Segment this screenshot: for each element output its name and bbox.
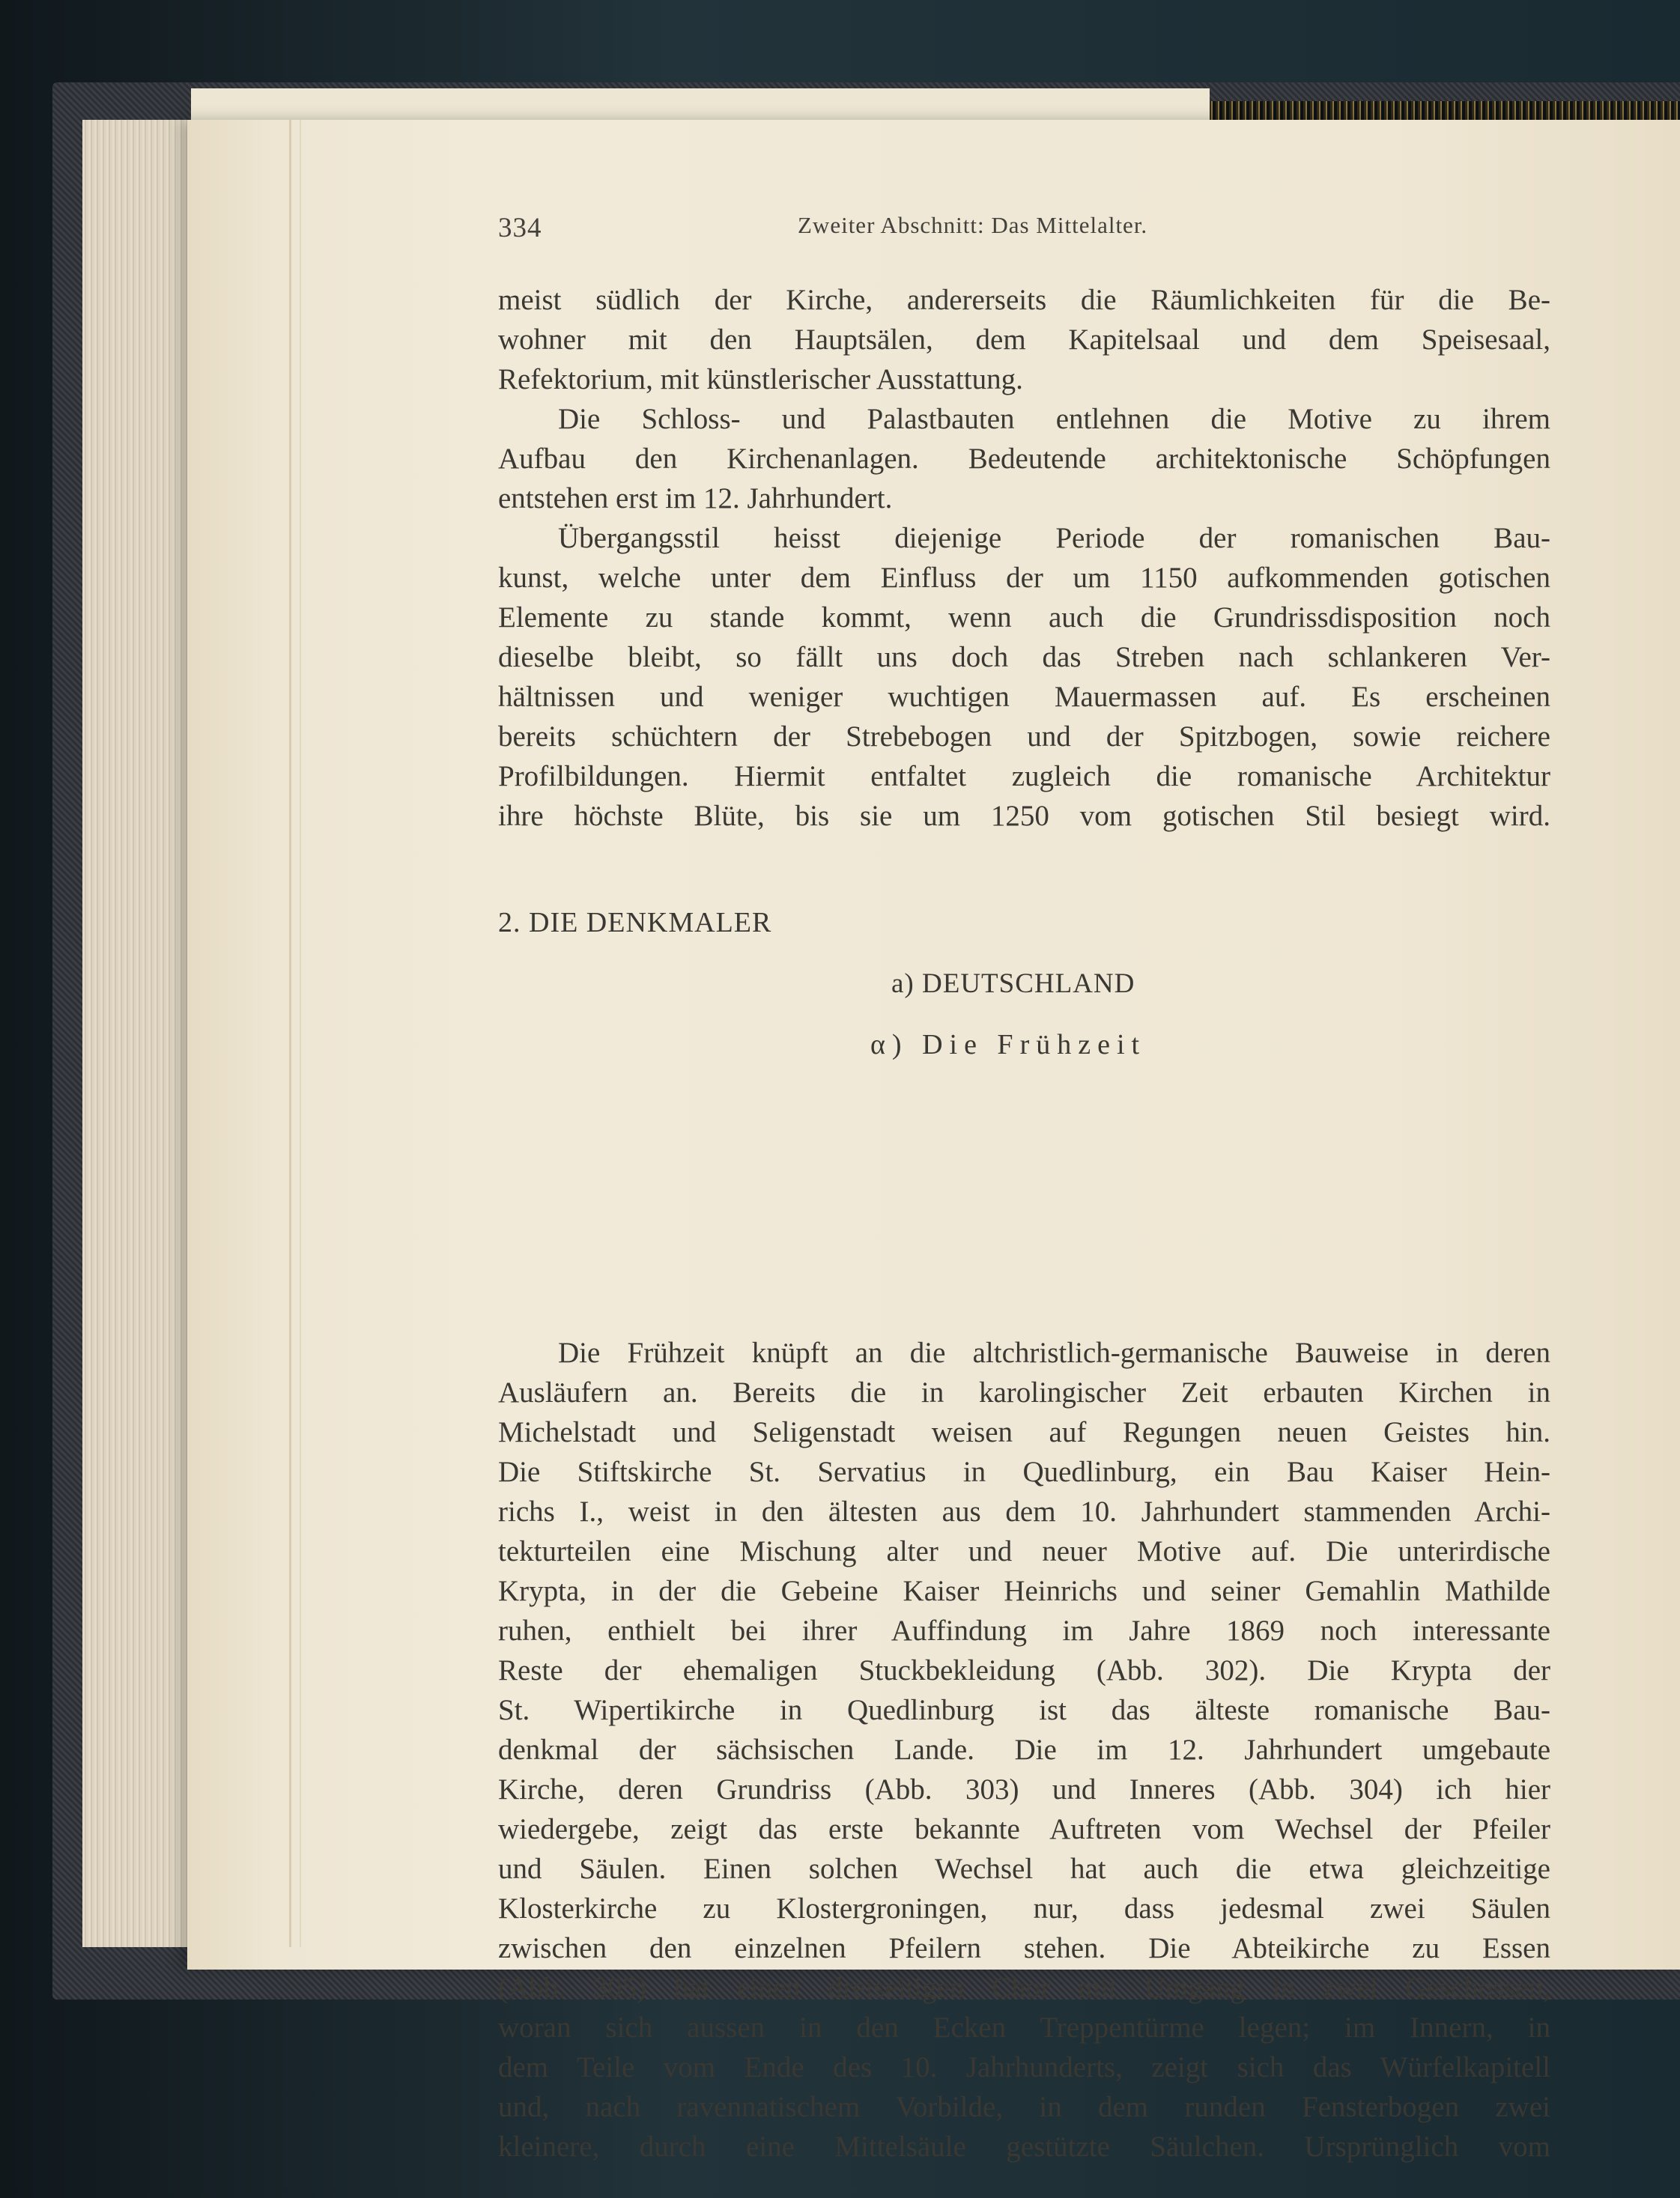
text-line: dieselbe bleibt, so fällt uns doch das Streben nach schlankeren Ver- bbox=[498, 641, 1550, 673]
text-line: ruhen, enthielt bei ihrer Auffindung im Jahre 1869 noch interessante bbox=[498, 1615, 1550, 1647]
text-line: ihre höchste Blüte, bis sie um 1250 vom gotischen Stil besiegt wird. bbox=[498, 800, 1550, 832]
subsubsection-heading: α) Die Frühzeit bbox=[870, 1029, 1147, 1060]
text-line: St. Wipertikirche in Quedlinburg ist das älteste romanische Bau- bbox=[498, 1694, 1550, 1726]
text-line: Die Frühzeit knüpft an die altchristlich-germanische Bauweise in deren bbox=[558, 1337, 1550, 1369]
text-line: Die Schloss- und Palastbauten entlehnen die Motive zu ihrem bbox=[558, 403, 1550, 435]
text-line: meist südlich der Kirche, andererseits die Räumlichkeiten für die Be- bbox=[498, 284, 1550, 316]
text-line: entstehen erst im 12. Jahrhundert. bbox=[498, 482, 893, 514]
text-line: richs I., weist in den ältesten aus dem 10. Jahrhundert stammenden Archi- bbox=[498, 1496, 1550, 1528]
text-line: Kirche, deren Grundriss (Abb. 303) und Inneres (Abb. 304) ich hier bbox=[498, 1773, 1550, 1806]
text-line: kunst, welche unter dem Einfluss der um 1150 aufkommenden gotischen bbox=[498, 562, 1550, 594]
text-line: Klosterkirche zu Klostergroningen, nur, dass jedesmal zwei Säulen bbox=[498, 1892, 1550, 1925]
text-line: zwischen den einzelnen Pfeilern stehen. Die Abteikirche zu Essen bbox=[498, 1932, 1550, 1964]
section-heading: 2. DIE DENKMALER bbox=[498, 907, 772, 938]
subsection-heading: a) DEUTSCHLAND bbox=[891, 968, 1135, 999]
text-line: Die Stiftskirche St. Servatius in Quedlinburg, ein Bau Kaiser Hein- bbox=[498, 1456, 1550, 1488]
text-line: Refektorium, mit künstlerischer Ausstattung. bbox=[498, 363, 1023, 395]
text-line: und Säulen. Einen solchen Wechsel hat auch die etwa gleichzeitige bbox=[498, 1853, 1550, 1885]
text-line: Reste der ehemaligen Stuckbekleidung (Abb. 302). Die Krypta der bbox=[498, 1654, 1550, 1687]
text-line: Aufbau den Kirchenanlagen. Bedeutende architektonische Schöpfungen bbox=[498, 443, 1550, 475]
text-block-2 bbox=[498, 1333, 1550, 2167]
text-line: wohner mit den Hauptsälen, dem Kapitelsaal und dem Speisesaal, bbox=[498, 324, 1550, 356]
page-number: 334 bbox=[498, 213, 542, 243]
gutter-line bbox=[289, 120, 291, 1947]
text-line: Übergangsstil heisst diejenige Periode der romanischen Bau- bbox=[558, 522, 1550, 554]
text-line: denkmal der sächsischen Lande. Die im 12. Jahrhundert umgebaute bbox=[498, 1734, 1550, 1766]
text-line: woran sich aussen in den Ecken Treppentürme legen; im Innern, in bbox=[498, 2012, 1550, 2044]
text-line: Michelstadt und Seligenstadt weisen auf Regungen neuen Geistes hin. bbox=[498, 1416, 1550, 1448]
text-line: Elemente zu stande kommt, wenn auch die Grundrissdisposition noch bbox=[498, 601, 1550, 634]
text-line: (Abb. 305) hat einen dreiseitigen Chor mit Umgang in zwei Geschossen, bbox=[498, 1972, 1550, 2004]
text-line: Ausläufern an. Bereits die in karolingischer Zeit erbauten Kirchen in bbox=[498, 1376, 1550, 1409]
text-block-1 bbox=[498, 280, 1550, 836]
gutter-line bbox=[300, 120, 301, 1947]
text-line: dem Teile vom Ende des 10. Jahrhunderts, zeigt sich das Würfelkapitell bbox=[498, 2051, 1550, 2083]
text-line: Krypta, in der die Gebeine Kaiser Heinrichs und seiner Gemahlin Mathilde bbox=[498, 1575, 1550, 1607]
running-head-title: Zweiter Abschnitt: Das Mittelalter. bbox=[798, 212, 1148, 238]
text-line: bereits schüchtern der Strebebogen und der Spitzbogen, sowie reichere bbox=[498, 720, 1550, 753]
text-line: wiedergebe, zeigt das erste bekannte Auftreten vom Wechsel der Pfeiler bbox=[498, 1813, 1550, 1845]
text-line: hältnissen und weniger wuchtigen Mauermassen auf. Es erscheinen bbox=[498, 681, 1550, 713]
text-line: kleinere, durch eine Mittelsäule gestützte Säulchen. Ursprünglich vom bbox=[498, 2131, 1550, 2163]
text-line: und, nach ravennatischem Vorbilde, in dem runden Fensterbogen zwei bbox=[498, 2091, 1550, 2123]
text-line: tekturteilen eine Mischung alter und neuer Motive auf. Die unterirdische bbox=[498, 1535, 1550, 1567]
running-head bbox=[498, 212, 1517, 249]
text-line: Profilbildungen. Hiermit entfaltet zugleich die romanische Architektur bbox=[498, 760, 1550, 792]
